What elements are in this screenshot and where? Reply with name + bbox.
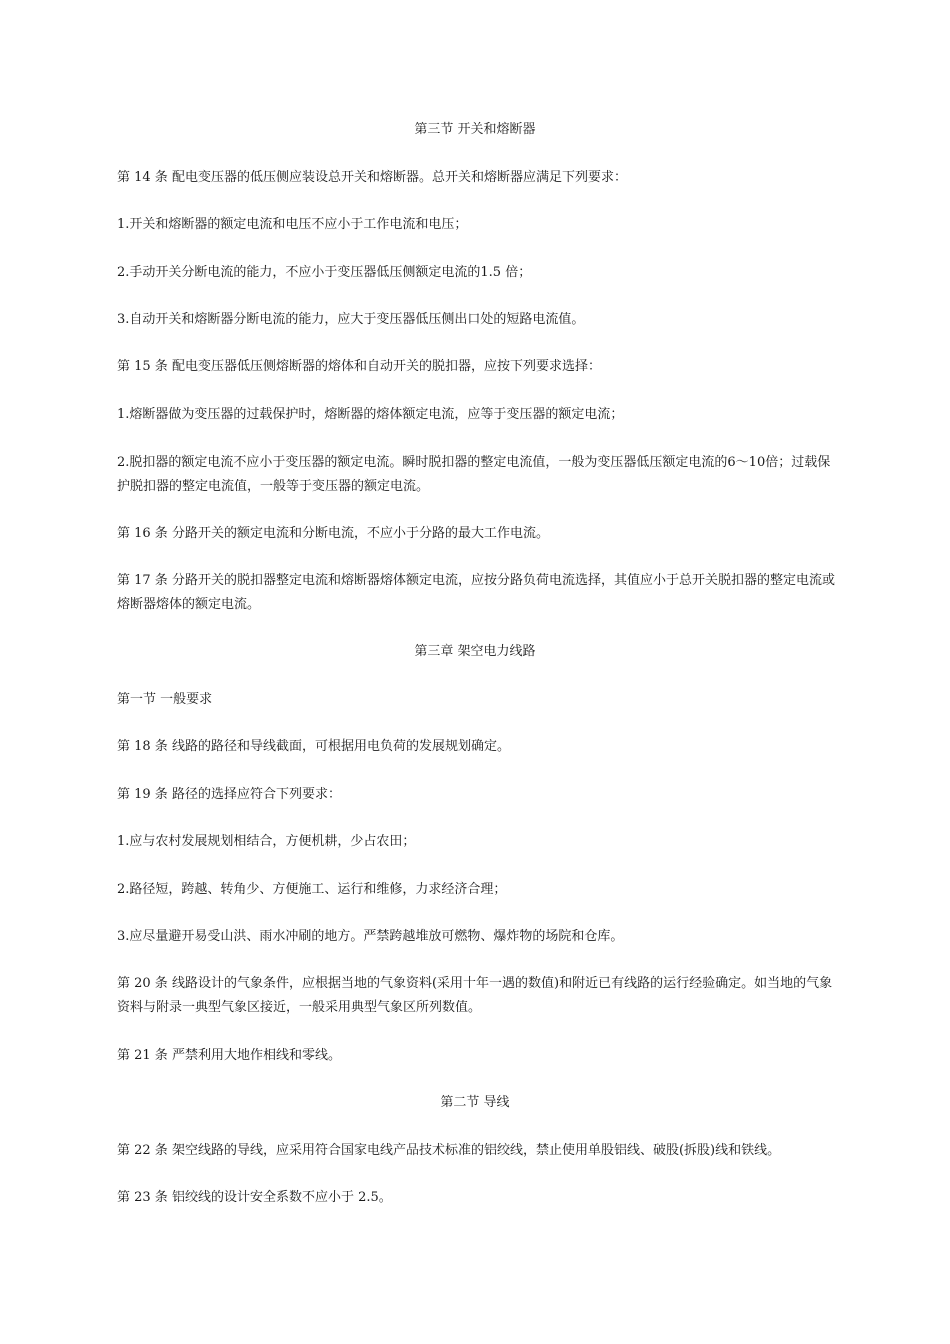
chapter-heading: 第三章 架空电力线路 bbox=[414, 644, 536, 659]
list-item: 2.手动开关分断电流的能力，不应小于变压器低压侧额定电流的1.5 倍； bbox=[117, 265, 532, 280]
article-paragraph: 第 20 条 线路设计的气象条件，应根据当地的气象资料(采用十年一遇的数值)和附近已有线路的运行经验确定。如当地的气象资料与附录一典型气象区接近，一般采用典型气象区所列数值。 bbox=[117, 976, 833, 1015]
article-paragraph: 第 17 条 分路开关的脱扣器整定电流和熔断器熔体额定电流，应按分路负荷电流选择，其值应小于总开关脱扣器的整定电流或熔断器熔体的额定电流。 bbox=[117, 573, 835, 612]
list-item: 1.应与农村发展规划相结合，方便机耕，少占农田； bbox=[117, 834, 416, 849]
list-item: 1.开关和熔断器的额定电流和电压不应小于工作电流和电压； bbox=[117, 217, 468, 232]
article-paragraph: 第 19 条 路径的选择应符合下列要求： bbox=[117, 787, 341, 802]
article-paragraph: 第 23 条 铝绞线的设计安全系数不应小于 2.5。 bbox=[117, 1190, 392, 1205]
list-item: 3.自动开关和熔断器分断电流的能力，应大于变压器低压侧出口处的短路电流值。 bbox=[117, 312, 585, 327]
article-paragraph: 第 16 条 分路开关的额定电流和分断电流，不应小于分路的最大工作电流。 bbox=[117, 526, 549, 541]
article-paragraph: 第 18 条 线路的路径和导线截面，可根据用电负荷的发展规划确定。 bbox=[117, 739, 510, 754]
article-paragraph: 第 14 条 配电变压器的低压侧应装设总开关和熔断器。总开关和熔断器应满足下列要求： bbox=[117, 170, 627, 185]
section-heading: 第二节 导线 bbox=[440, 1095, 510, 1110]
article-paragraph: 第 21 条 严禁利用大地作相线和零线。 bbox=[117, 1048, 341, 1063]
article-paragraph: 第 15 条 配电变压器低压侧熔断器的熔体和自动开关的脱扣器，应按下列要求选择： bbox=[117, 359, 601, 374]
list-item: 3.应尽量避开易受山洪、雨水冲刷的地方。严禁跨越堆放可燃物、爆炸物的场院和仓库。 bbox=[117, 929, 624, 944]
article-paragraph: 第 22 条 架空线路的导线，应采用符合国家电线产品技术标准的铝绞线，禁止使用单股铝线、破股(拆股)线和铁线。 bbox=[117, 1143, 781, 1158]
list-item: 2.脱扣器的额定电流不应小于变压器的额定电流。瞬时脱扣器的整定电流值，一般为变压器低压额定电流的6～10倍；过载保护脱扣器的整定电流值，一般等于变压器的额定电流。 bbox=[117, 455, 831, 494]
section-heading: 第一节 一般要求 bbox=[117, 692, 213, 707]
list-item: 1.熔断器做为变压器的过载保护时，熔断器的熔体额定电流，应等于变压器的额定电流； bbox=[117, 407, 624, 422]
section-heading: 第三节 开关和熔断器 bbox=[414, 122, 536, 137]
list-item: 2.路径短，跨越、转角少、方便施工、运行和维修，力求经济合理； bbox=[117, 882, 507, 897]
